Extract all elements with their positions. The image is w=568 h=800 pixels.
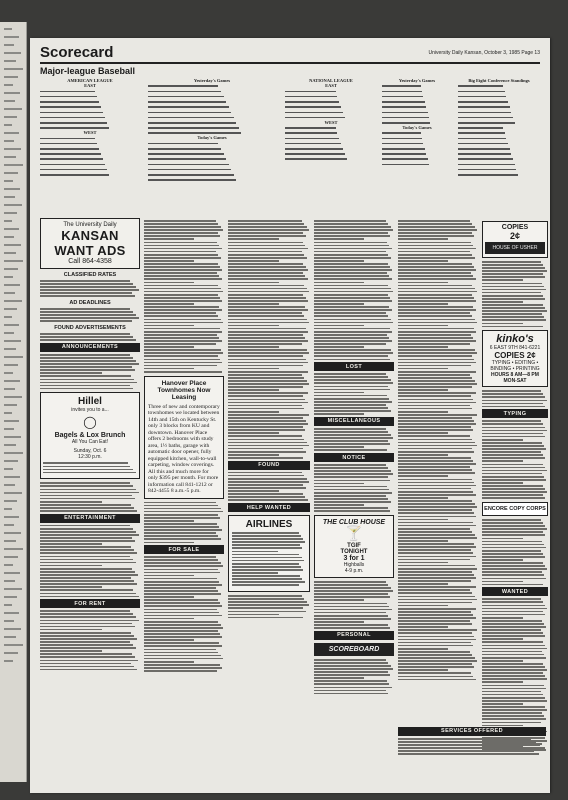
- hanover-place-ad: Hanover Place Townhomes Now Leasing Three of new and contemporary townhomes we located between 14th and 15th on Kentucky St. only 3 blocks from KU and downtown. Hanover Place offers 2 bedrooms with study area, 1½ baths, garage with automatic door opener, fully equipped kitchen, wall-to-wall carpeting, window coverings. All this and much more for only $395 per month. For more information call 841-1212 or 842-4455 8 a.m.-5 p.m.: [144, 376, 224, 499]
- nl-games: Yesterday's Games Today's Games: [382, 78, 452, 166]
- classified-col-3: [228, 218, 310, 787]
- notice-heading: NOTICE: [314, 453, 394, 462]
- al-east-rows: [40, 88, 140, 130]
- nl-east-rows: [285, 88, 377, 119]
- services-offered-band: [398, 725, 546, 757]
- classified-col-2: [144, 218, 224, 787]
- encore-copy-ad: ENCORE COPY CORPS: [482, 502, 548, 516]
- miscellaneous-heading: MISCELLANEOUS: [314, 417, 394, 426]
- nl-west-rows: [285, 125, 377, 161]
- typing-heading: TYPING: [482, 409, 548, 418]
- al-standings: AMERICAN LEAGUE EAST WEST: [40, 78, 140, 177]
- newspaper-page: [30, 38, 550, 793]
- want-ads-title: KANSAN WANT ADS: [54, 228, 126, 258]
- section-title: Scorecard: [40, 44, 114, 61]
- classified-col-1: The University Daily KANSAN WANT ADS Call 864-4358 CLASSIFIED RATES AD DEADLINES FOUND ADVERTISEMENTS ANNOUNCEMENTS Hillel invites you to a... ◯ Bagels & Lox Brunch All You Can Eat! Sunday, Oct. 6 12:30 p.m. ENTERTAINMENT FOR RENT: [40, 218, 140, 787]
- hillel-ad: Hillel invites you to a... ◯ Bagels & Lox Brunch All You Can Eat! Sunday, Oct. 6 12:30 p.m.: [40, 392, 140, 479]
- baseball-heading: Major-league Baseball: [40, 66, 136, 76]
- kansan-want-ads-box: The University Daily KANSAN WANT ADS Call 864-4358: [40, 218, 140, 269]
- help-wanted-heading: HELP WANTED: [228, 503, 310, 512]
- classifieds-section: [40, 218, 544, 787]
- nl-yesterday-rows: [382, 83, 452, 125]
- page-header: [40, 40, 540, 64]
- scoreboard-ad: SCOREBOARD: [314, 643, 394, 656]
- al-west-rows: [40, 135, 140, 177]
- lost-heading: LOST: [314, 362, 394, 371]
- for-sale-heading: FOR SALE: [144, 545, 224, 554]
- found-heading: FOUND: [228, 461, 310, 470]
- airlines-ad: AIRLINES: [228, 515, 310, 592]
- classified-col-4: [314, 218, 394, 787]
- classified-col-6: [482, 218, 548, 787]
- entertainment-heading: ENTERTAINMENT: [40, 514, 140, 523]
- al-yesterday-rows: [148, 83, 276, 135]
- bagel-icon: ◯: [83, 415, 97, 430]
- kinkos-ad: kinko's 6 EAST 9TH 841-6221 COPIES 2¢ TYPING • EDITING • BINDING • PRINTING HOURS 8 AM—8 PM MON-SAT: [482, 330, 548, 387]
- personal-heading: PERSONAL: [314, 631, 394, 640]
- announcements-heading: ANNOUNCEMENTS: [40, 343, 140, 352]
- copies-ad: COPIES 2¢ HOUSE OF USHER: [482, 221, 548, 258]
- big8-results-rows: [458, 125, 540, 177]
- club-house-ad: THE CLUB HOUSE 🍸 TGIF TONIGHT 3 for 1 Highballs 4-9 p.m.: [314, 515, 394, 578]
- classified-col-5: [398, 218, 478, 787]
- al-games: Yesterday's Games Today's Games: [148, 78, 276, 182]
- big8-standings: Big Eight Conference Standings: [458, 78, 540, 177]
- nl-today-rows: [382, 130, 452, 166]
- wanted-heading: WANTED: [482, 587, 548, 596]
- standings-block: [40, 78, 540, 206]
- adjacent-page-edge: [0, 22, 27, 782]
- services-offered-heading: SERVICES OFFERED: [398, 727, 546, 736]
- nl-standings: NATIONAL LEAGUE EAST WEST: [285, 78, 377, 161]
- al-today-rows: [148, 140, 276, 182]
- for-rent-heading: FOR RENT: [40, 599, 140, 608]
- want-ads-phone: Call 864-4358: [68, 258, 112, 265]
- cocktail-glass-icon: 🍸: [345, 527, 363, 542]
- big8-rows: [458, 83, 540, 125]
- page-folio: University Daily Kansan, October 3, 1985 Page 13: [428, 50, 540, 56]
